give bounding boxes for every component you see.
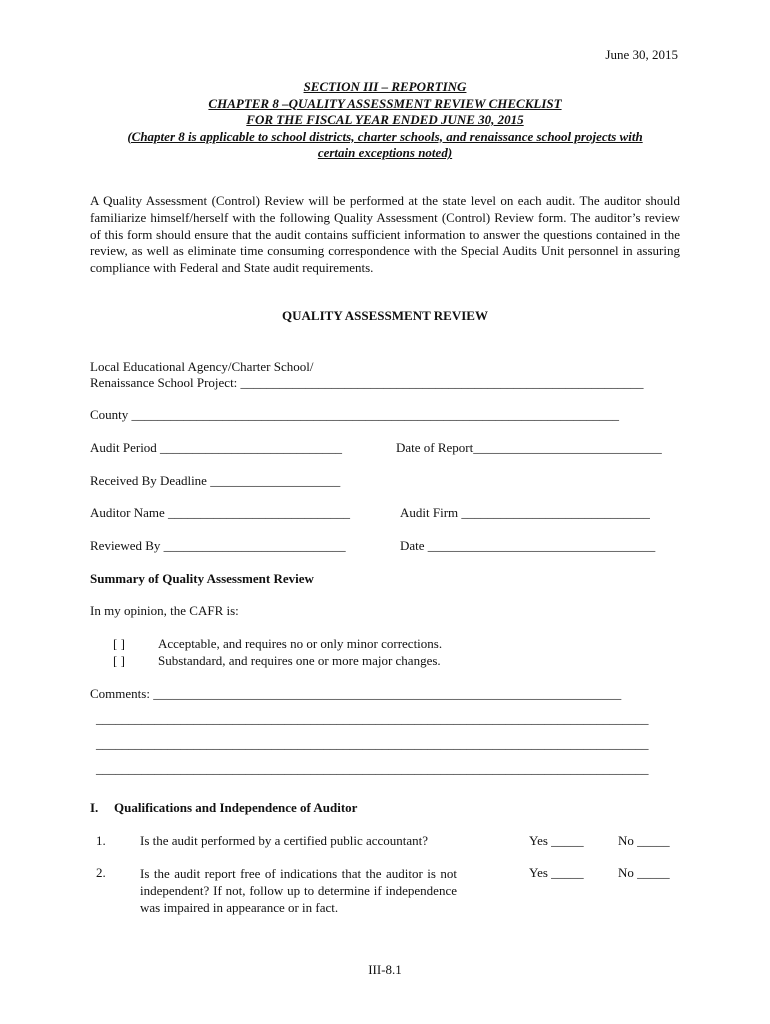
question-number: 2. xyxy=(96,865,106,880)
county-field[interactable]: County ___________________________________________________________________________ xyxy=(90,407,620,422)
auditor-name-field[interactable]: Auditor Name ____________________________ xyxy=(90,505,350,520)
section-title: SECTION III – REPORTING xyxy=(303,79,467,94)
received-by-deadline-field[interactable]: Received By Deadline ____________________ xyxy=(90,473,341,488)
question-yes-field[interactable]: Yes _____ xyxy=(529,865,584,880)
section-number: I. xyxy=(90,800,99,815)
comments-line[interactable]: _____________________________________________________________________________________ xyxy=(96,761,649,776)
question-number: 1. xyxy=(96,833,106,848)
question-no-field[interactable]: No _____ xyxy=(618,865,670,880)
applicability-note-line2: certain exceptions noted) xyxy=(317,145,453,160)
question-yes-field[interactable]: Yes _____ xyxy=(529,833,584,848)
question-no-field[interactable]: No _____ xyxy=(618,833,670,848)
reviewed-by-field[interactable]: Reviewed By ____________________________ xyxy=(90,538,346,553)
review-date-field[interactable]: Date ___________________________________ xyxy=(400,538,656,553)
opinion-text: In my opinion, the CAFR is: xyxy=(90,603,239,618)
section-title-qualifications: Qualifications and Independence of Auditor xyxy=(114,800,358,815)
audit-firm-field[interactable]: Audit Firm _____________________________ xyxy=(400,505,650,520)
fiscal-year-title: FOR THE FISCAL YEAR ENDED JUNE 30, 2015 xyxy=(246,112,524,127)
form-title: QUALITY ASSESSMENT REVIEW xyxy=(282,308,488,323)
acceptable-checkbox[interactable]: [ ] xyxy=(113,636,125,651)
chapter-title: CHAPTER 8 –QUALITY ASSESSMENT REVIEW CHECKLIST xyxy=(208,95,562,111)
section-header xyxy=(90,79,680,162)
comments-field[interactable]: Comments: ________________________________________________________________________ xyxy=(90,686,622,701)
lea-label-line1: Local Educational Agency/Charter School/ xyxy=(90,359,314,374)
substandard-checkbox[interactable]: [ ] xyxy=(113,653,125,668)
question-text: Is the audit performed by a certified public accountant? xyxy=(140,833,429,848)
header-date: June 30, 2015 xyxy=(605,47,678,62)
acceptable-option-label: Acceptable, and requires no or only minor corrections. xyxy=(158,636,443,651)
audit-period-field[interactable]: Audit Period ____________________________ xyxy=(90,440,343,455)
comments-line[interactable]: _____________________________________________________________________________________ xyxy=(96,711,649,726)
lea-field[interactable]: Renaissance School Project: ______________________________________________________________ xyxy=(90,375,644,390)
applicability-note-line1: (Chapter 8 is applicable to school districts, charter schools, and renaissance school projects with xyxy=(127,128,643,144)
question-text: Is the audit report free of indications that the auditor is not independent? If not, follow up to determine if independence was impaired in appearance or in fact. xyxy=(140,866,457,915)
substandard-option-label: Substandard, and requires one or more major changes. xyxy=(158,653,441,668)
page-number: III-8.1 xyxy=(368,962,402,977)
comments-line[interactable]: _____________________________________________________________________________________ xyxy=(96,736,649,751)
date-of-report-field[interactable]: Date of Report_____________________________ xyxy=(396,440,662,455)
summary-title: Summary of Quality Assessment Review xyxy=(90,571,314,586)
intro-paragraph: A Quality Assessment (Control) Review will be performed at the state level on each audit. The auditor should familiarize himself/herself with the following Quality Assessment (Control) Review form. The auditor’s review of this form should ensure that the audit contains sufficient information to answer the questions contained in the review, as well as eliminate time consuming correspondence with the Special Audits Unit personnel in assuring compliance with Federal and State audit requirements. xyxy=(90,193,680,276)
